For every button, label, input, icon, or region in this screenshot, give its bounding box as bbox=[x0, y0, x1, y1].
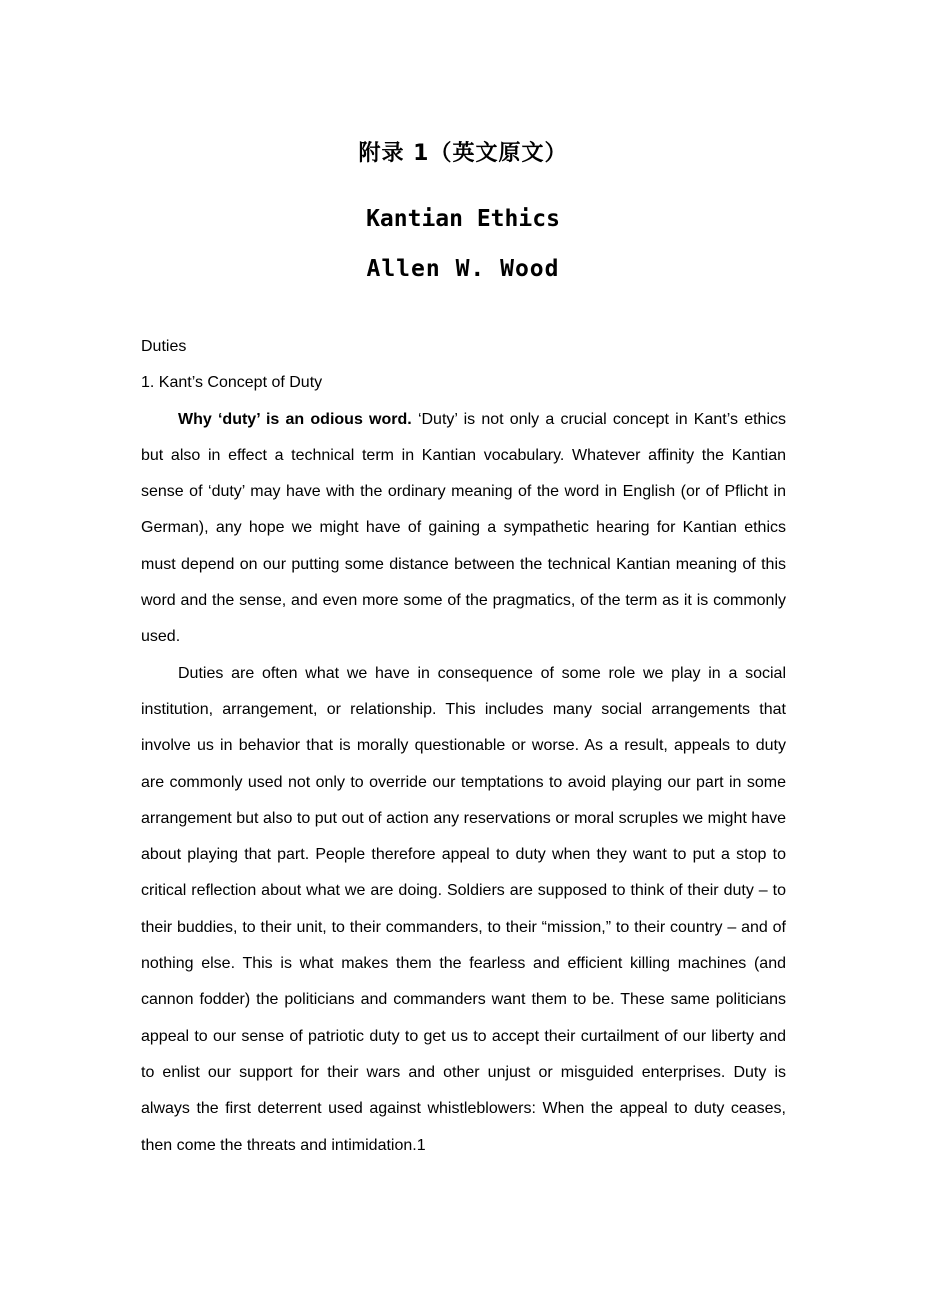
paragraph-lead: Why ‘duty’ is an odious word. bbox=[178, 410, 412, 428]
paragraph-text: Duties are often what we have in consequence of some role we play in a social institution, arrangement, or relationship. This includes many social arrangements that involve us in behavior that is morally questionable or worse. As a result, appeals to duty are commonly used not only to override our temptations to avoid playing our part in some arrangement but also to put out of action any reservations or moral scruples we might have about playing that part. People therefore appeal to duty when they want to put a stop to critical reflection about what we are doing. Soldiers are supposed to think of their duty – to their buddies, to their unit, to their commanders, to their “mission,” to their country – and of nothing else. This is what makes them the fearless and efficient killing machines (and cannon fodder) the politicians and commanders want them to be. These same politicians appeal to our sense of patriotic duty to get us to accept their curtailment of our liberty and to enlist our support for their wars and other unjust or misguided enterprises. Duty is always the first deterrent used against whistleblowers: When the appeal to duty ceases, then come the threats and intimidation.1 bbox=[141, 664, 786, 1154]
paragraph-text: ‘Duty’ is not only a crucial concept in Kant’s ethics but also in effect a technical term in Kantian vocabulary. Whatever affinity the Kantian sense of ‘duty’ may have with the ordinary meaning of the word in English (or of Pflicht in German), any hope we might have of gaining a sympathetic hearing for Kantian ethics must depend on our putting some distance between the technical Kantian meaning of this word and the sense, and even more some of the pragmatics, of the term as it is commonly used. bbox=[141, 410, 786, 646]
work-title: Kantian Ethics bbox=[366, 206, 560, 232]
paragraph-2 bbox=[141, 656, 786, 1164]
section-heading: Duties bbox=[141, 338, 187, 355]
appendix-title: 附录 1（英文原文） bbox=[358, 141, 568, 166]
paragraph-1 bbox=[141, 402, 786, 656]
document-body bbox=[141, 329, 786, 1164]
author-name: Allen W. Wood bbox=[366, 256, 560, 282]
subsection-heading: 1. Kant’s Concept of Duty bbox=[141, 374, 323, 392]
